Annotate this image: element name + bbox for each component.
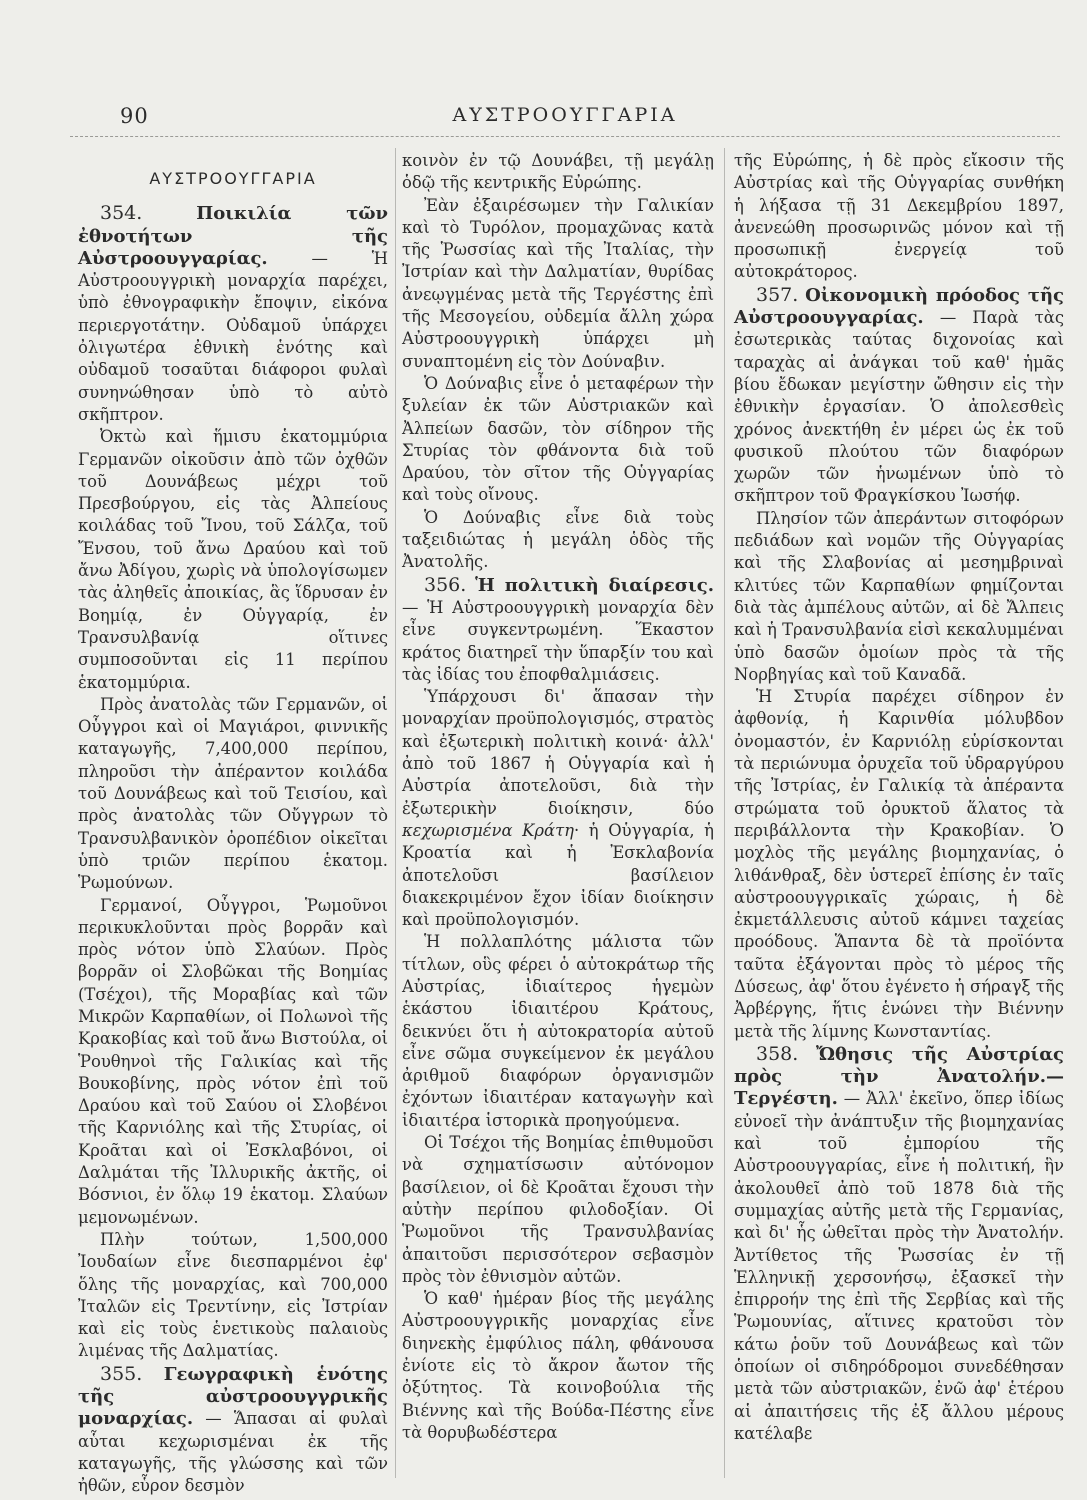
italic-text: κεχωρισμένα Κράτη	[402, 820, 574, 840]
column-divider	[724, 148, 725, 1478]
section-number: 354.	[100, 202, 143, 225]
paragraph	[402, 686, 714, 931]
section-357	[734, 284, 1064, 508]
paragraph: Ἐὰν ἐξαιρέσωμεν τὴν Γαλικίαν καὶ τὸ Τυρόλον, προμαχῶνας κατὰ τῆς Ῥωσσίας καὶ τῆς Ἰταλίας, τὴν Ἰστρίαν καὶ τὴν Δαλματίαν, θυρίδας ἀνεῳγμένας μετὰ τῆς Τεργέστης ἐπὶ τῆς Μεσογείου, οὐδεμία ἄλλη χώρα Αὐστροουγγρικὴ ὑπάρχει μὴ συναπτομένη εἰς τὸν Δούναβιν.	[402, 195, 714, 371]
section-heading: Ποικιλία τῶν ἐθνοτήτων τῆς Αὐστροουγγαρίας.	[78, 203, 388, 269]
section-heading: Γεωγραφικὴ ἑνότης τῆς αὐστροουγγρικῆς μοναρχίας.	[78, 1363, 388, 1430]
section-heading: Οἰκονομικὴ πρόοδος τῆς Αὐστροουγγαρίας.	[734, 284, 1064, 329]
section-number: 355.	[100, 1362, 143, 1385]
text-run: · ἡ Οὑγγαρία, ἡ Κροατία καὶ ἡ Ἐσκλαβονία ἀποτελοῦσι βασίλειον διακεκριμένον ἔχον ἰδίαν διοίκησιν καὶ προϋπολογισμόν.	[402, 820, 714, 930]
section-356	[402, 574, 714, 686]
paragraph: Ὁ Δούναβις εἶνε διὰ τοὺς ταξειδιώτας ἡ μεγάλη ὁδὸς τῆς Ἀνατολῆς.	[402, 507, 714, 572]
text-column-2	[402, 150, 714, 1480]
dash: —	[267, 248, 372, 268]
section-354	[78, 202, 388, 426]
paragraph: Οἱ Τσέχοι τῆς Βοημίας ἐπιθυμοῦσι νὰ σχηματίσωσιν αὐτόνομον βασίλειον, οἱ δὲ Κροᾶται ἔχουσι τὴν αὐτὴν περίπου φιλοδοξίαν. Οἱ Ῥωμοῦνοι τῆς Τρανσυλβανίας ἀπαιτοῦσι περισσότερον σεβασμὸν πρὸς τὸν ἐθνισμὸν αὐτῶν.	[402, 1133, 714, 1286]
page-header	[70, 96, 1060, 137]
paragraph: — Ἡ Αὐστροουγγρικὴ μοναρχία δὲν εἶνε συγκεντρωμένη. Ἕκαστον κράτος διατηρεῖ τὴν ὕπαρξίν του καὶ τὰς ἰδίας του ἐποφθαλμιάσεις.	[402, 597, 714, 684]
paragraph: Πλὴν τούτων, 1,500,000 Ἰουδαίων εἶνε διεσπαρμένοι ἐφ' ὅλης τῆς μοναρχίας, καὶ 700,000 Ἰταλῶν εἰς Τρεντίνην, εἰς Ἰστρίαν καὶ εἰς τοὺς ἑνετικοὺς παλαιοὺς λιμένας τῆς Δαλματίας.	[78, 1229, 388, 1361]
paragraph: — Ἅπασαι αἱ φυλαὶ αὗται κεχωρισμέναι ἐκ τῆς καταγωγῆς, τῆς γλώσσης καὶ τῶν ἠθῶν, εὗρον δεσμὸν	[78, 1409, 388, 1496]
section-358	[734, 1043, 1064, 1445]
paragraph: Ὀκτὼ καὶ ἥμισυ ἑκατομμύρια Γερμανῶν οἰκοῦσιν ἀπὸ τῶν ὀχθῶν τοῦ Δουνάβεως μέχρι τοῦ Πρεσβούργου, εἰς τὰς Ἀλπείους κοιλάδας τοῦ Ἴνου, τοῦ Σάλζα, τοῦ Ἔνσου, τοῦ ἄνω Δραύου καὶ τοῦ ἄνω Ἀδίγου, χωρὶς νὰ ὑπολογίσωμεν τὰς ἀληθεῖς ἀποικίας, ἃς ἵδρυσαν ἐν Βοημίᾳ, ἐν Οὑγγαρίᾳ, ἐν Τρανσυλβανίᾳ οἵτινες συμποσοῦνται εἰς 11 περίπου ἑκατομμύρια.	[78, 427, 388, 692]
section-355	[78, 1363, 388, 1498]
column-divider	[395, 148, 396, 1478]
paragraph: — Παρὰ τὰς ἐσωτερικὰς ταύτας διχονοίας καὶ ταραχὰς αἱ ἀνάγκαι τοῦ καθ' ἡμᾶς βίου ἔδωκαν μεγίστην ὤθησιν εἰς τὴν ἐθνικὴν ἐργασίαν. Ὁ ἀπολεσθεὶς χρόνος ἀνεκτήθη ἐν μέρει ὡς ἐκ τοῦ φυσικοῦ πλούτου τῶν διαφόρων χωρῶν τῶν ἡνωμένων ὑπὸ τὸ σκῆπτρον τοῦ Φραγκίσκου Ἰωσήφ.	[734, 308, 1064, 506]
paragraph: Ἡ πολλαπλότης μάλιστα τῶν τίτλων, οὓς φέρει ὁ αὐτοκράτωρ τῆς Αὐστρίας, ἰδιαίτερος ἡγεμὼν ἑκάστου ἰδιαιτέρου Κράτους, δεικνύει ὅτι ἡ αὐτοκρατορία αὐτοῦ εἶνε σῶμα συγκείμενον ἐκ μεγάλου ἀριθμοῦ διαφόρων ὀργανισμῶν ἐχόντων ἰδιαιτέραν καταγωγὴν καὶ ἰδιαιτέρα ἱστορικὰ προηγούμενα.	[402, 932, 714, 1130]
paragraph: Ὁ Δούναβις εἶνε ὁ μεταφέρων τὴν ξυλείαν ἐκ τῶν Αὐστριακῶν καὶ Ἀλπείων δασῶν, τὸν σίδηρον τῆς Στυρίας τὸν φθάνοντα διὰ τοῦ Δραύου, τὸν σῖτον τῆς Οὑγγαρίας καὶ τοὺς οἴνους.	[402, 373, 714, 505]
paragraph: κοινὸν ἐν τῷ Δουνάβει, τῇ μεγάλῃ ὁδῷ τῆς κεντρικῆς Εὐρώπης.	[402, 151, 714, 193]
section-number: 358.	[756, 1042, 799, 1065]
chapter-title: ΑΥΣΤΡΟΟΥΓΓΑΡΙΑ	[149, 169, 317, 188]
paragraph: Πρὸς ἀνατολὰς τῶν Γερμανῶν, οἱ Οὗγγροι καὶ οἱ Μαγιάροι, φιννικῆς καταγωγῆς, 7,400,000 περίπου, πληροῦσι τὴν ἀπέραντον κοιλάδα τοῦ Δουνάβεως καὶ τοῦ Τεισίου, καὶ πρὸς ἀνατολὰς τῶν Οὔγγρων τὸ Τρανσυλβανικὸν ὀροπέδιον οἰκεῖται ὑπὸ τριῶν περίπου ἑκατομ. Ῥωμούνων.	[78, 694, 388, 893]
paragraph: — Ἀλλ' ἐκεῖνο, ὅπερ ἰδίως εὐνοεῖ τὴν ἀνάπτυξιν τῆς βιομηχανίας καὶ τοῦ ἐμπορίου τῆς Αὐστροουγγαρίας, εἶνε ἡ πολιτική, ἣν ἀκολουθεῖ ἀπὸ τοῦ 1878 διὰ τῆς συμμαχίας αὐτῆς μετὰ τῆς Γερμανίας, καὶ δι' ἧς ὠθεῖται πρὸς τὴν Ἀνατολήν. Ἀντίθετος τῆς Ῥωσσίας ἐν τῇ Ἑλληνικῇ χερσονήσῳ, ἐξασκεῖ τὴν ἐπιρροήν της ἐπὶ τῆς Σερβίας καὶ τῆς Ῥωμουνίας, αἵτινες κρατοῦσι τὸν κάτω ῥοῦν τοῦ Δουνάβεως καὶ τῶν ὁποίων οἱ σιδηρόδρομοι συνεδέθησαν μετὰ τῶν αὐστριακῶν, ἐνῶ ἀφ' ἑτέρου αἱ ἀπαιτήσεις τῆς ἐξ ἄλλου μέρους κατέλαβε	[734, 1089, 1064, 1443]
paragraph: Γερμανοί, Οὗγγροι, Ῥωμοῦνοι περικυκλοῦνται πρὸς βορρᾶν καὶ πρὸς νότον ὑπὸ Σλαύων. Πρὸς βορρᾶν οἱ Σλοβῶκαι τῆς Βοημίας (Τσέχοι), τῆς Μοραβίας καὶ τῶν Μικρῶν Καρπαθίων, οἱ Πολωνοὶ τῆς Κρακοβίας καὶ τοῦ ἄνω Βιστούλα, οἱ Ῥουθηνοὶ τῆς Γαλικίας καὶ τῆς Βουκοβίνης, πρὸς νότον ἐπὶ τοῦ Δραύου καὶ τοῦ Σαύου οἱ Σλοβένοι τῆς Καρνιόλης καὶ τῆς Στυρίας, οἱ Κροᾶται καὶ οἱ Ἐσκλαβόνοι, οἱ Δαλμάται τῆς Ἰλλυρικῆς ἀκτῆς, οἱ Βόσνιοι, ἐν ὅλῳ 19 ἑκατομ. Σλαύων μεμονωμένων.	[78, 895, 388, 1227]
section-number: 356.	[424, 573, 467, 596]
section-heading: Ἡ πολιτικὴ διαίρεσις.	[475, 574, 714, 596]
paragraph: Ὁ καθ' ἡμέραν βίος τῆς μεγάλης Αὐστροουγγρικῆς μοναρχίας εἶνε διηνεκὴς ἐμφύλιος πάλη, φθάνουσα ἐνίοτε εἰς τὸ ἄκρον ἄωτον τῆς ὀξύτητος. Τὰ κοινοβούλια τῆς Βιέννης καὶ τῆς Βούδα-Πέστης εἶνε τὰ θορυβωδέστερα	[402, 1289, 714, 1442]
paragraph: τῆς Εὐρώπης, ἡ δὲ πρὸς εἴκοσιν τῆς Αὐστρίας καὶ τῆς Οὑγγαρίας συνθήκη ἡ λήξασα τῇ 31 Δεκεμβρίου 1897, ἀνενεώθη προσωρινῶς μόνον καὶ τῇ προσωπικῇ ἐνεργείᾳ τοῦ αὐτοκράτορος.	[734, 151, 1064, 282]
paragraph: Ἡ Αὐστροουγγρικὴ μοναρχία παρέχει, ὑπὸ ἐθνογραφικὴν ἔποψιν, εἰκόνα περιεργοτάτην. Οὐδαμοῦ ὑπάρχει ὀλιγωτέρα ἐθνικὴ ἑνότης καὶ οὐδαμοῦ τοσαῦται διάφοροι φυλαὶ συνηνώθησαν ὑπὸ τὸ αὐτὸ σκῆπτρον.	[78, 248, 388, 424]
text-run: Ὑπάρχουσι δι' ἅπασαν τὴν μοναρχίαν προϋπολογισμός, στρατὸς καὶ ἐξωτερικὴ πολιτικὴ κοινά· ἀλλ' ἀπὸ τοῦ 1867 ἡ Οὑγγαρία καὶ ἡ Αὐστρία ἀποτελοῦσι, διὰ τὴν ἐξωτερικὴν διοίκησιν, δύο	[402, 687, 714, 818]
running-head: ΑΥΣΤΡΟΟΥΓΓΑΡΙΑ	[452, 104, 678, 126]
section-number: 357.	[756, 283, 799, 306]
text-column-3	[734, 150, 1064, 1480]
text-column-1	[78, 150, 388, 1496]
page-number: 90	[120, 104, 149, 128]
paragraph: Πλησίον τῶν ἀπεράντων σιτοφόρων πεδιάδων καὶ νομῶν τῆς Οὑγγαρίας καὶ τῆς Σλαβονίας αἱ μεσημβριναὶ κλιτύες τῶν Καρπαθίων φημίζονται διὰ τὰς ἀμπέλους αὐτῶν, αἱ δὲ Ἄλπεις καὶ ἡ Τρανσυλβανία εἰσὶ κεκαλυμμέναι ὑπὸ δασῶν ὁμοίων πρὸς τὰ τῆς Νορβηγίας καὶ τοῦ Καναδᾶ.	[734, 508, 1064, 684]
paragraph: Ἡ Στυρία παρέχει σίδηρον ἐν ἀφθονίᾳ, ἡ Καρινθία μόλυβδον ὀνομαστόν, ἐν Καρνιόλῃ εὑρίσκονται τὰ περιώνυμα ὀρυχεῖα τοῦ ὑδραργύρου τῆς Ἰστρίας, ἐν Γαλικίᾳ τὰ ἀπέραντα στρώματα τοῦ ὀρυκτοῦ ἅλατος τὰ περιβάλλοντα τὴν Κρακοβίαν. Ὁ μοχλὸς τῆς μεγάλης βιομηχανίας, ὁ λιθάνθραξ, δὲν ὑστερεῖ ἐπίσης ἐν ταῖς αὐστροουγγρικαῖς χώραις, ἡ δὲ ἐκμετάλλευσις αὐτοῦ κάμνει ταχείας προόδους. Ἅπαντα δὲ τὰ προϊόντα ταῦτα ἐξάγονται πρὸς τὸ μέρος τῆς Δύσεως, ἀφ' ὅτου ἐγένετο ἡ σήραγξ τῆς Ἀρβέργης, ἥτις ἑνώνει τὴν Βιέννην μετὰ τῆς λίμνης Κωνσταντίας.	[734, 687, 1064, 1041]
section-heading: Ὤθησις τῆς Αὐστρίας πρὸς τὴν Ἀνατολήν.— Τεργέστη.	[734, 1043, 1065, 1110]
